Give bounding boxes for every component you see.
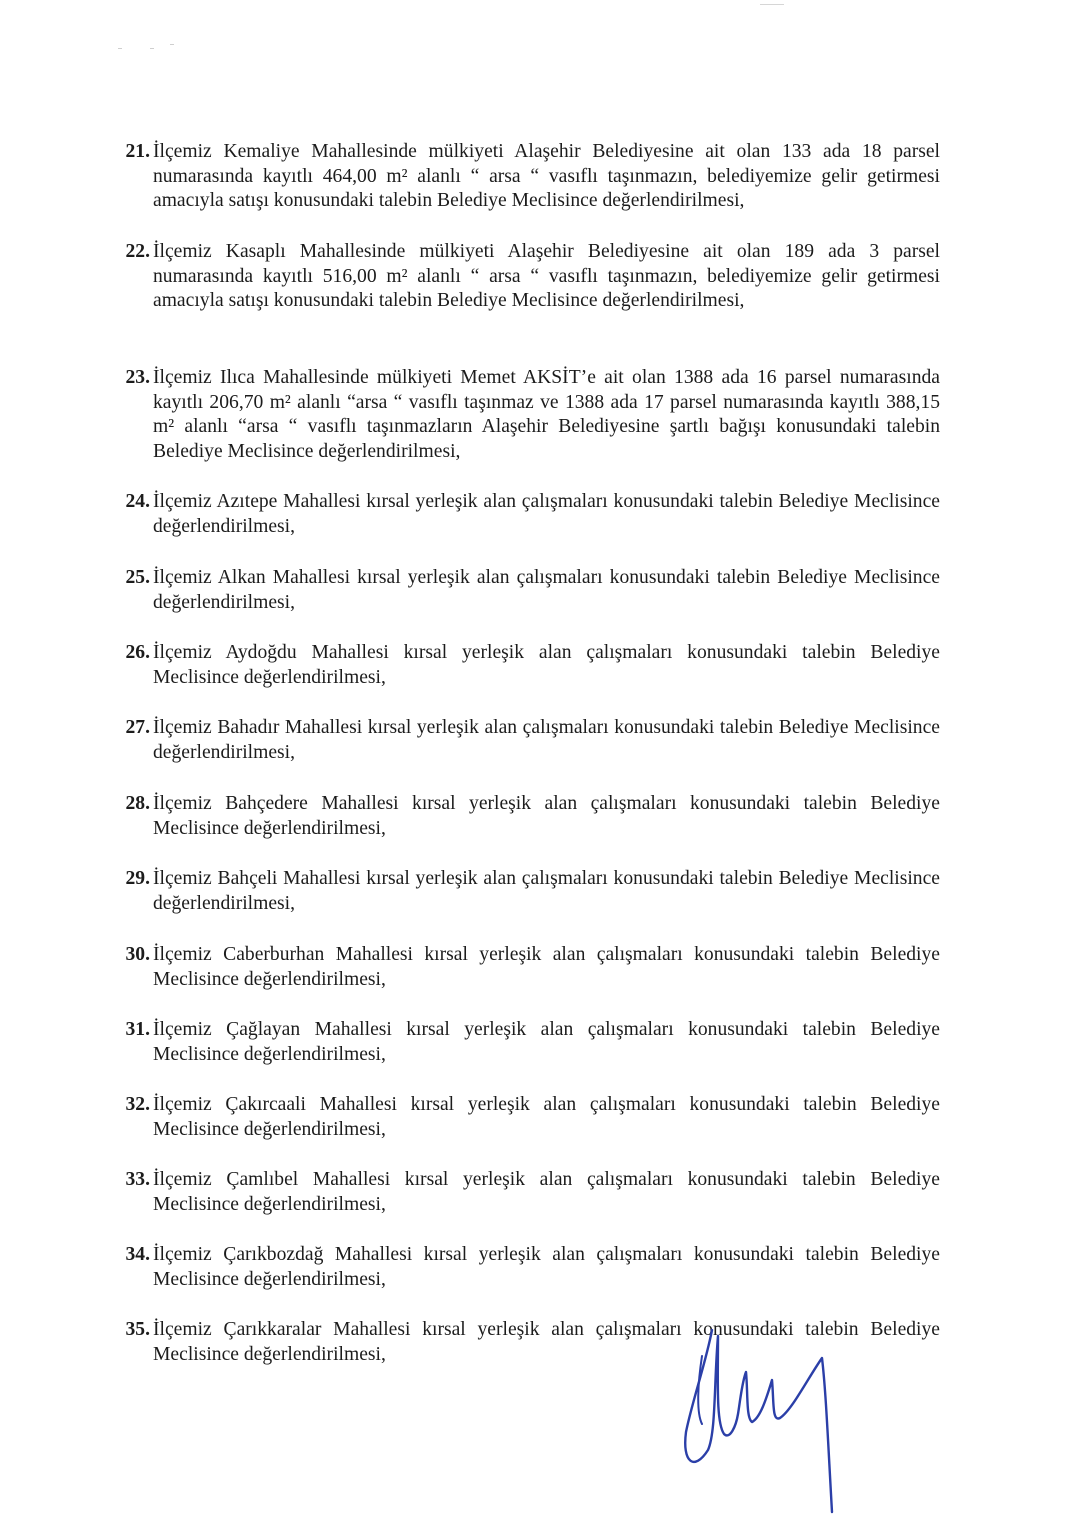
item-number: 28. [125,793,150,814]
item-text: İlçemiz Kemaliye Mahallesinde mülkiyeti Alaşehir Belediyesine ait olan 133 ada 18 parsel numarasında kayıtlı 464,00 m² alanlı “ arsa “ vasıflı taşınmazın, belediyemize gelir getirmesi amacıyla satışı konusundaki talebin Belediye Meclisince değerlendirilmesi, [153,141,940,211]
item-number: 31. [125,1019,150,1040]
agenda-item-24 [118,490,940,539]
item-number: 25. [125,567,150,588]
agenda-item-28 [118,792,940,841]
item-number: 22. [125,241,150,262]
item-text: İlçemiz Azıtepe Mahallesi kırsal yerleşik alan çalışmaları konusundaki talebin Belediye Meclisince değerlendirilmesi, [153,491,940,537]
item-text: İlçemiz Caberburhan Mahallesi kırsal yerleşik alan çalışmaları konusundaki talebin Belediye Meclisince değerlendirilmesi, [153,944,940,990]
item-number: 27. [125,717,150,738]
item-text: İlçemiz Çarıkkaralar Mahallesi kırsal yerleşik alan çalışmaları konusundaki talebin Belediye Meclisince değerlendirilmesi, [153,1319,940,1365]
scan-speck [118,48,122,49]
agenda-item-23 [118,366,940,464]
item-number: 29. [125,868,150,889]
handwritten-signature [672,1322,852,1522]
agenda-item-31 [118,1018,940,1067]
item-text: İlçemiz Çamlıbel Mahallesi kırsal yerleşik alan çalışmaları konusundaki talebin Belediye Meclisince değerlendirilmesi, [153,1169,940,1215]
item-text: İlçemiz Alkan Mahallesi kırsal yerleşik alan çalışmaları konusundaki talebin Belediye Meclisince değerlendirilmesi, [153,567,940,613]
item-text: İlçemiz Çakırcaali Mahallesi kırsal yerleşik alan çalışmaları konusundaki talebin Belediye Meclisince değerlendirilmesi, [153,1094,940,1140]
item-text: İlçemiz Çarıkbozdağ Mahallesi kırsal yerleşik alan çalışmaları konusundaki talebin Belediye Meclisince değerlendirilmesi, [153,1244,940,1290]
agenda-item-33 [118,1168,940,1217]
item-number: 32. [125,1094,150,1115]
agenda-item-22 [118,240,940,314]
scan-mark [760,4,784,5]
agenda-item-29 [118,867,940,916]
item-text: İlçemiz Bahçeli Mahallesi kırsal yerleşik alan çalışmaları konusundaki talebin Belediye Meclisince değerlendirilmesi, [153,868,940,914]
item-number: 35. [125,1319,150,1340]
item-number: 26. [125,642,150,663]
item-number: 30. [125,944,150,965]
item-number: 21. [125,141,150,162]
signature-stroke [685,1330,832,1512]
item-text: İlçemiz Aydoğdu Mahallesi kırsal yerleşik alan çalışmaları konusundaki talebin Belediye Meclisince değerlendirilmesi, [153,642,940,688]
agenda-item-21 [118,140,940,214]
agenda-item-26 [118,641,940,690]
item-text: İlçemiz Çağlayan Mahallesi kırsal yerleşik alan çalışmaları konusundaki talebin Belediye Meclisince değerlendirilmesi, [153,1019,940,1065]
scan-speck [150,48,154,49]
item-number: 23. [125,367,150,388]
agenda-item-32 [118,1093,940,1142]
item-text: İlçemiz Bahadır Mahallesi kırsal yerleşik alan çalışmaları konusundaki talebin Belediye Meclisince değerlendirilmesi, [153,717,940,763]
item-text: İlçemiz Ilıca Mahallesinde mülkiyeti Memet AKSİT’e ait olan 1388 ada 16 parsel numarasında kayıtlı 206,70 m² alanlı “arsa “ vasıflı taşınmaz ve 1388 ada 17 parsel numarasında kayıtlı 388,15 m² alanlı “arsa “ vasıflı taşınmazların Alaşehir Belediyesine şartlı bağışı konusundaki talebin Belediye Meclisince değerlendirilmesi, [153,367,940,462]
signature-stroke [698,1356,702,1424]
item-text: İlçemiz Kasaplı Mahallesinde mülkiyeti Alaşehir Belediyesine ait olan 189 ada 3 parsel numarasında kayıtlı 516,00 m² alanlı “ arsa “ vasıflı taşınmazın, belediyemize gelir getirmesi amacıyla satışı konusundaki talebin Belediye Meclisince değerlendirilmesi, [153,241,940,311]
agenda-item-27 [118,716,940,765]
item-number: 33. [125,1169,150,1190]
scan-speck [170,44,174,45]
item-number: 24. [125,491,150,512]
item-number: 34. [125,1244,150,1265]
agenda-item-34 [118,1243,940,1292]
item-text: İlçemiz Bahçedere Mahallesi kırsal yerleşik alan çalışmaları konusundaki talebin Belediye Meclisince değerlendirilmesi, [153,793,940,839]
agenda-item-30 [118,943,940,992]
agenda-item-25 [118,566,940,615]
